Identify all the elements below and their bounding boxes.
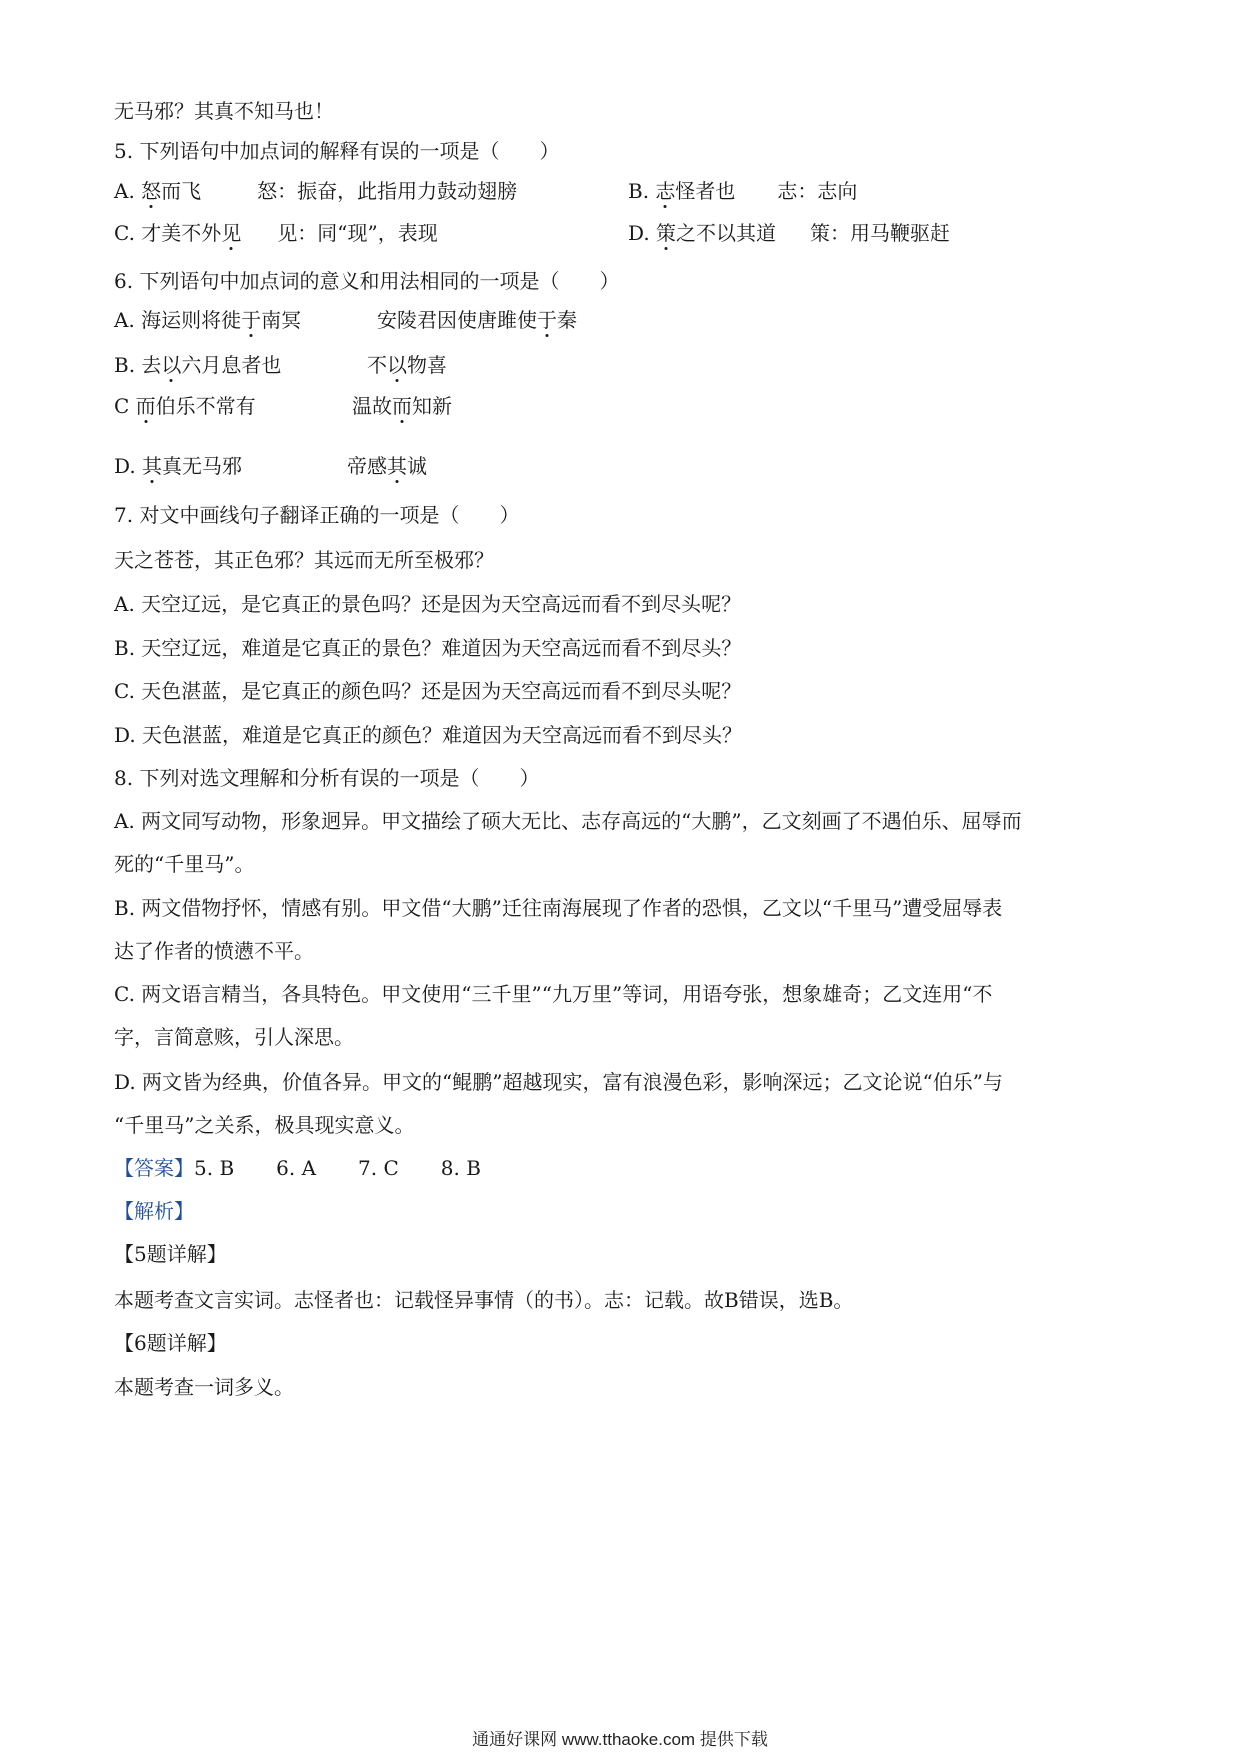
- answer-tag: 【答案】: [114, 1156, 194, 1180]
- emphasis-dot-char: 策: [656, 221, 677, 245]
- emphasis-dot-char: 见: [221, 221, 242, 245]
- q6-option-c: C 而伯乐不常有 温故而知新: [114, 394, 452, 418]
- emphasis-dot-char: 其: [387, 454, 407, 478]
- answer-6: 6. A: [276, 1156, 317, 1180]
- q5-option-c: C. 才美不外见 见：同“现”，表现: [114, 221, 438, 245]
- q5-option-b: B. 志怪者也 志：志向: [628, 179, 858, 203]
- q5-option-d: D. 策之不以其道 策：用马鞭驱赶: [628, 221, 951, 245]
- q6-detail-text: 本题考查一词多义。: [114, 1375, 294, 1399]
- emphasis-dot-char: 以: [161, 353, 182, 377]
- emphasis-dot-char: 其: [142, 454, 163, 478]
- emphasis-dot-char: 而: [392, 394, 412, 418]
- q8-option-a-line1: A. 两文同写动物，形象迥异。甲文描绘了硕大无比、志存高远的“大鹏”，乙文刻画了不遇伯乐、屈辱而: [114, 809, 1022, 833]
- q8-option-d-line1: D. 两文皆为经典，价值各异。甲文的“鲲鹏”超越现实，富有浪漫色彩，影响深远；乙文论说“伯乐”与: [114, 1070, 1003, 1094]
- q5-option-row-1: [114, 176, 858, 206]
- footer-source: 通通好课网 www.tthaoke.com 提供下载: [472, 1730, 768, 1749]
- q8-option-c-line1: C. 两文语言精当，各具特色。甲文使用“三千里”“九万里”等词，用语夸张，想象雄奇；乙文连用“不: [114, 982, 993, 1006]
- q7-option-d: D. 天色湛蓝，难道是它真正的颜色？难道因为天空高远而看不到尽头？: [114, 723, 743, 747]
- q5-option-a: A. 怒而飞 怒：振奋，此指用力鼓动翅膀: [114, 179, 518, 203]
- q6-option-b: B. 去以六月息者也 不以物喜: [114, 353, 447, 377]
- q7-option-c: C. 天色湛蓝，是它真正的颜色吗？还是因为天空高远而看不到尽头呢？: [114, 679, 742, 703]
- emphasis-dot-char: 怒: [141, 179, 162, 203]
- q6-option-a: A. 海运则将徙于南冥 安陵君因使唐雎使于秦: [114, 308, 577, 332]
- q7-stem: 7. 对文中画线句子翻译正确的一项是（ ）: [114, 503, 520, 527]
- q7-option-b: B. 天空辽远，难道是它真正的景色？难道因为天空高远而看不到尽头？: [114, 636, 742, 660]
- q7-sentence: 天之苍苍，其正色邪？其远而无所至极邪？: [114, 548, 494, 572]
- q5-detail-heading: 【5题详解】: [114, 1242, 227, 1266]
- q8-option-d-line2: “千里马”之关系，极具现实意义。: [114, 1113, 415, 1137]
- q5-option-row-2: [114, 218, 951, 248]
- q5-stem: 5. 下列语句中加点词的解释有误的一项是（ ）: [114, 139, 560, 163]
- emphasis-dot-char: 志: [655, 179, 676, 203]
- answer-line: [114, 1153, 481, 1183]
- q6-detail-heading: 【6题详解】: [114, 1331, 227, 1355]
- answer-7: 7. C: [358, 1156, 399, 1180]
- intro-line: 无马邪？其真不知马也！: [114, 99, 334, 123]
- q8-option-c-line2: 字，言简意赅，引人深思。: [114, 1025, 354, 1049]
- q7-option-a: A. 天空辽远，是它真正的景色吗？还是因为天空高远而看不到尽头呢？: [114, 592, 742, 616]
- emphasis-dot-char: 于: [241, 308, 262, 332]
- q8-option-a-line2: 死的“千里马”。: [114, 852, 255, 876]
- analysis-tag: 【解析】: [114, 1199, 194, 1223]
- emphasis-dot-char: 于: [537, 308, 557, 332]
- q8-option-b-line2: 达了作者的愤懑不平。: [114, 939, 314, 963]
- q5-detail-text: 本题考查文言实词。志怪者也：记载怪异事情（的书）。志：记载。故B错误，选B。: [114, 1288, 854, 1312]
- q6-option-d: D. 其真无马邪 帝感其诚: [114, 454, 427, 478]
- emphasis-dot-char: 而: [135, 394, 156, 418]
- q8-option-b-line1: B. 两文借物抒怀，情感有别。甲文借“大鹏”迁往南海展现了作者的恐惧，乙文以“千里马”遭受屈辱表: [114, 896, 1003, 920]
- answer-5: 5. B: [194, 1156, 235, 1180]
- q8-stem: 8. 下列对选文理解和分析有误的一项是（ ）: [114, 766, 540, 790]
- answer-8: 8. B: [440, 1156, 481, 1180]
- emphasis-dot-char: 以: [387, 353, 407, 377]
- q6-stem: 6. 下列语句中加点词的意义和用法相同的一项是（ ）: [114, 269, 620, 293]
